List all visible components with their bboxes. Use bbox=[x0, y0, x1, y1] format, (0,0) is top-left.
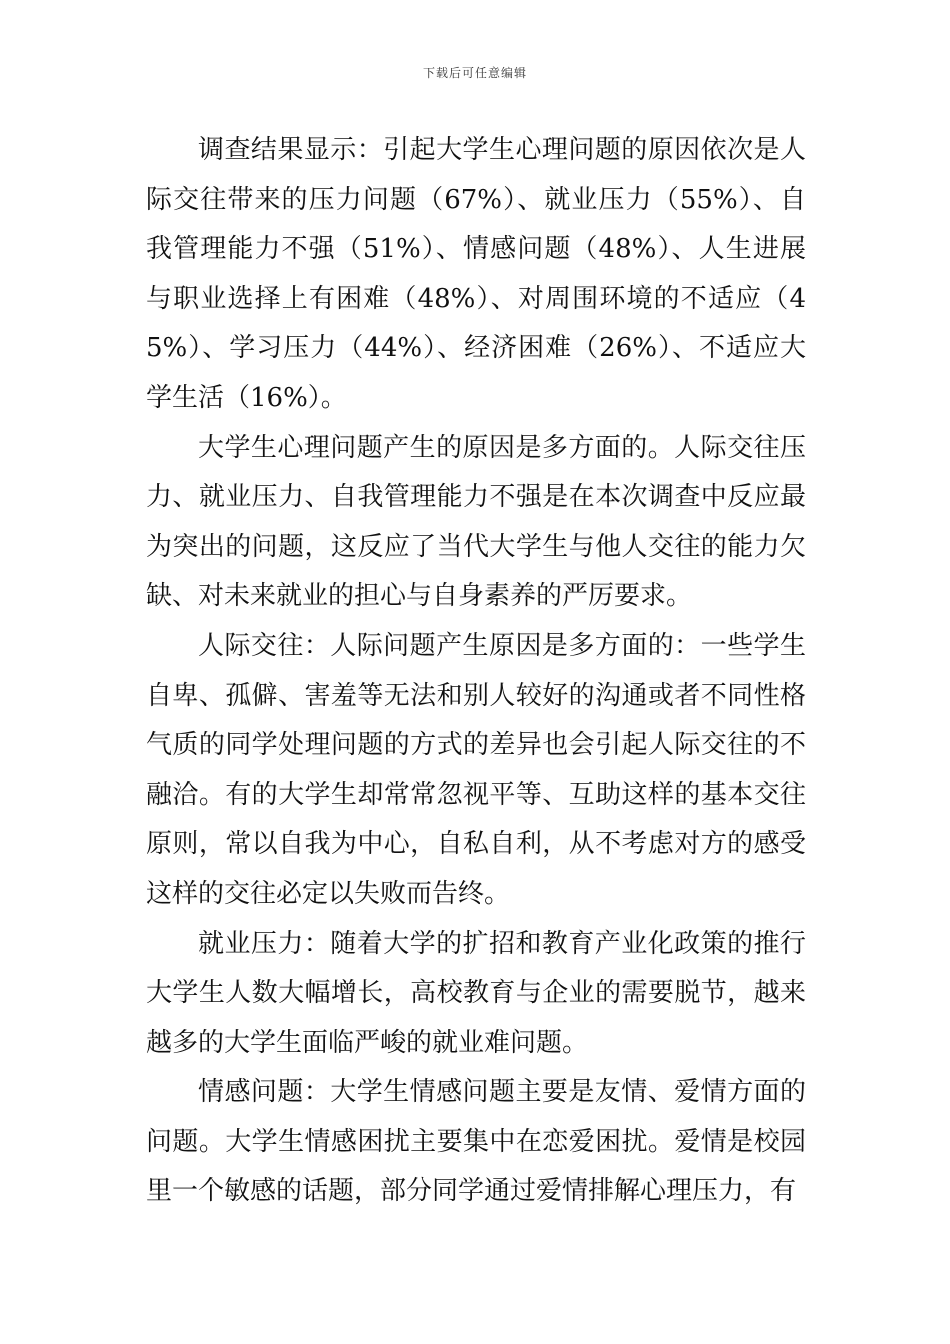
paragraph-causes-overview: 大学生心理问题产生的原因是多方面的。人际交往压力、就业压力、自我管理能力不强是在本次调查中反应最为突出的问题，这反应了当代大学生与他人交往的能力欠缺、对未来就业的担心与自身素养的严厉要求。 bbox=[146, 432, 806, 612]
paragraph-interpersonal: 人际交往：人际问题产生原因是多方面的：一些学生自卑、孤僻、害羞等无法和别人较好的沟通或者不同性格气质的同学处理问题的方式的差异也会引起人际交往的不融洽。有的大学生却常常忽视平等、互助这样的基本交往原则，常以自我为中心，自私自利，从不考虑对方的感受这样的交往必定以失败而告终。 bbox=[146, 630, 806, 909]
paragraph-employment-pressure: 就业压力：随着大学的扩招和教育产业化政策的推行大学生人数大幅增长，高校教育与企业的需要脱节，越来越多的大学生面临严峻的就业难问题。 bbox=[146, 928, 806, 1058]
document-body bbox=[146, 126, 806, 1217]
paragraph-survey-results: 调查结果显示：引起大学生心理问题的原因依次是人际交往带来的压力问题（67%）、就业压力（55%）、自我管理能力不强（51%）、情感问题（48%）、人生进展与职业选择上有困难（48%）、对周围环境的不适应（45%）、学习压力（44%）、经济困难（26%）、不适应大学生活（16%）。 bbox=[146, 135, 806, 413]
page-header: 下载后可任意编辑 bbox=[422, 66, 527, 80]
paragraph-emotional-issues: 情感问题：大学生情感问题主要是友情、爱情方面的问题。大学生情感困扰主要集中在恋爱困扰。爱情是校园里一个敏感的话题，部分同学通过爱情排解心理压力，有 bbox=[146, 1077, 806, 1207]
